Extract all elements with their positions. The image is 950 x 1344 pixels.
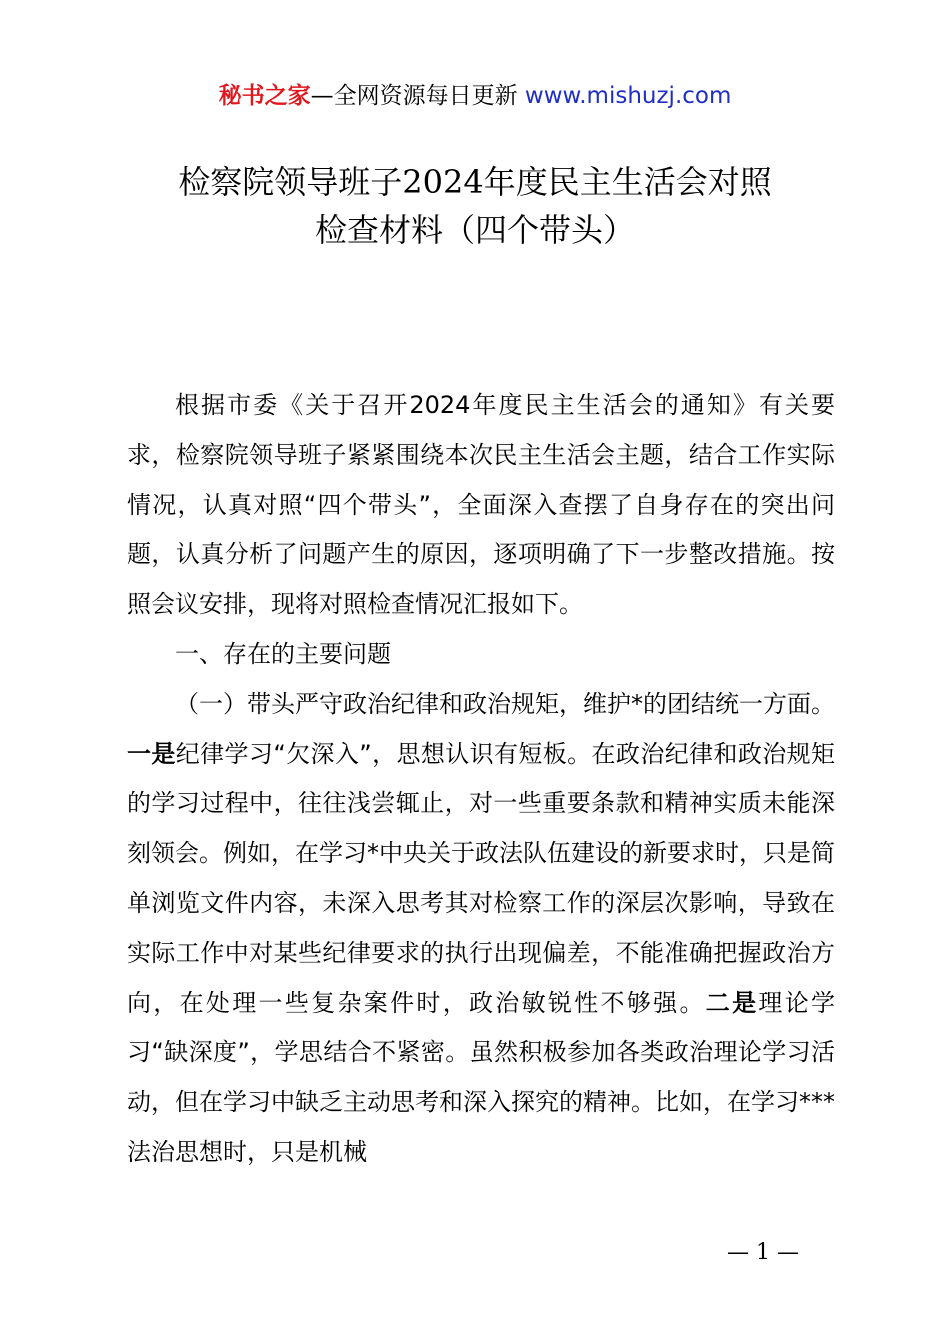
point-text-1: 纪律学习“欠深入”，思想认识有短板。在政治纪律和政治规矩的学习过程中，往往浅尝辄止，对一些重要条款和精神实质未能深刻领会。例如，在学习*中央关于政法队伍建设的新要求时，只是简单浏览文件内容，未深入思考其对检察工作的深层次影响，导致在实际工作中对某些纪律要求的执行出现偏差，不能准确把握政治方向，在处理一些复杂案件时，政治敏锐性不够强。	[127, 739, 836, 1017]
intro-paragraph: 根据市委《关于召开2024年度民主生活会的通知》有关要求，检察院领导班子紧紧围绕本次民主生活会主题，结合工作实际情况，认真对照“四个带头”，全面深入查摆了自身存在的突出问题，认真分析了问题产生的原因，逐项明确了下一步整改措施。按照会议安排，现将对照检查情况汇报如下。	[127, 391, 835, 619]
site-header	[0, 80, 950, 112]
document-title-line-2: 检查材料（四个带头）	[314, 211, 635, 249]
subsection-paragraph-1	[127, 680, 835, 1178]
document-title-line-1: 检察院领导班子2024年度民主生活会对照	[178, 163, 772, 201]
subsection-heading-1: （一）带头严守政治纪律和政治规矩，维护*的团结统一方面。	[175, 689, 835, 718]
section-heading-1: 一、存在的主要问题	[175, 639, 391, 668]
brand-name: 秘书之家	[218, 83, 311, 109]
point-label-2: 二是	[705, 988, 759, 1017]
point-label-1: 一是	[127, 739, 176, 768]
page-number: — 1 —	[727, 1240, 799, 1265]
site-tagline: —全网资源每日更新	[310, 83, 518, 109]
document-body	[127, 381, 835, 1178]
site-url-link[interactable]: www.mishuzj.com	[524, 83, 732, 109]
document-title	[0, 158, 950, 254]
point-text-2: 理论学习“缺深度”，学思结合不紧密。虽然积极参加各类政治理论学习活动，但在学习中缺乏主动思考和深入探究的精神。比如，在学习***法治思想时，只是机械	[127, 988, 836, 1166]
